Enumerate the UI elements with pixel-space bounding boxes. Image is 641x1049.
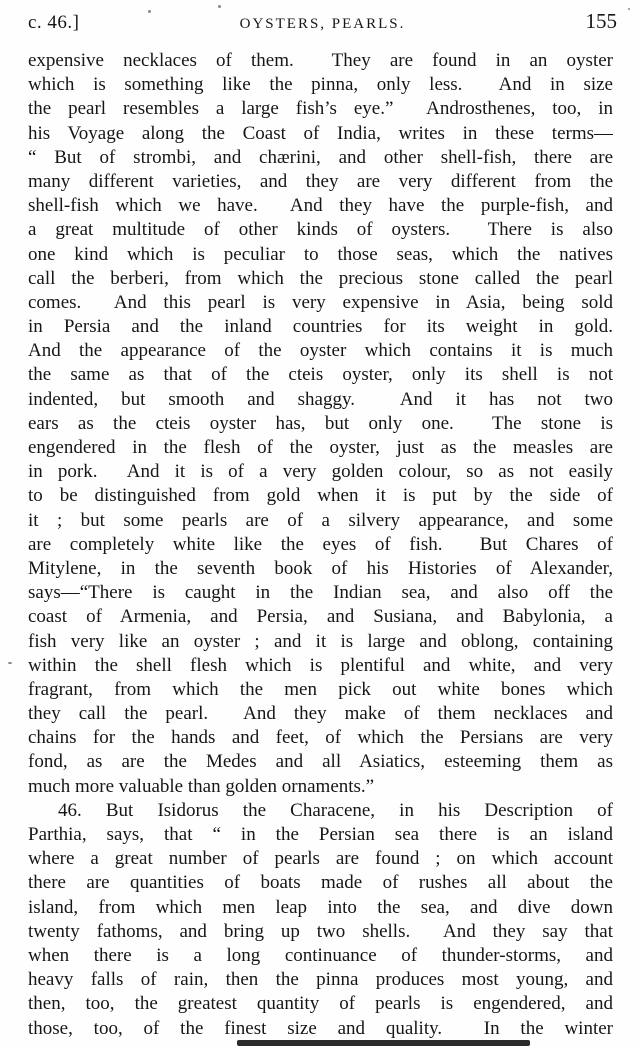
text-line: island, from which men leap into the sea, and dive down: [28, 896, 613, 918]
text-line: the pearl resembles a large fish’s eye.” Androsthenes, too, in: [28, 98, 613, 120]
text-line: there are quantities of boats made of rushes all about the: [28, 872, 613, 894]
text-line: in pork. And it is of a very golden colour, so as not easily: [28, 461, 613, 483]
text-line: in Persia and the inland countries for its weight in gold.: [28, 316, 613, 338]
text-line: to be distinguished from gold when it is put by the side of: [28, 485, 613, 507]
text-line: coast of Armenia, and Persia, and Susiana, and Babylonia, a: [28, 606, 613, 628]
text-line: within the shell flesh which is plentiful and white, and very: [28, 654, 613, 676]
text-line: 46. But Isidorus the Characene, in his Description of: [58, 799, 613, 821]
text-line: indented, but smooth and shaggy. And it has not two: [28, 388, 613, 410]
text-line: heavy falls of rain, then the pinna produces most young, and: [28, 969, 613, 991]
scan-speck: [148, 10, 151, 13]
text-line: when there is a long continuance of thunder-storms, and: [28, 944, 613, 966]
page-number: 155: [585, 9, 617, 33]
text-line: expensive necklaces of them. They are found in an oyster: [28, 50, 613, 71]
scan-speck: [628, 8, 630, 10]
scan-speck: [218, 5, 221, 8]
text-line: Mitylene, in the seventh book of his Histories of Alexander,: [28, 557, 613, 579]
running-title: OYSTERS, PEARLS.: [239, 16, 406, 32]
text-line: where a great number of pearls are found ; on which account: [28, 848, 613, 870]
text-line: engendered in the flesh of the oyster, just as the measles are: [28, 437, 613, 458]
text-line: they call the pearl. And they make of them necklaces and: [28, 703, 613, 725]
text-line: says—“There is caught in the Indian sea, and also off the: [28, 582, 613, 604]
text-line: Parthia, says, that “ in the Persian sea there is an island: [28, 824, 613, 845]
text-line: many different varieties, and they are very different from the: [28, 170, 613, 192]
text-line: fragrant, from which the men pick out white bones which: [28, 678, 613, 700]
text-line: twenty fathoms, and bring up two shells. And they say that: [28, 920, 613, 942]
text-line: chains for the hands and feet, of which the Persians are very: [28, 727, 613, 749]
text-line: much more valuable than golden ornaments.”: [28, 775, 375, 797]
text-line: his Voyage along the Coast of India, writes in these terms—: [28, 122, 613, 144]
text-line: “ But of strombi, and chærini, and other shell-fish, there are: [28, 146, 613, 168]
text-line: fond, as are the Medes and all Asiatics, esteeming them as: [28, 751, 613, 773]
chapter-marker: c. 46.]: [28, 12, 80, 33]
scan-speck: [8, 662, 12, 664]
text-line: a great multitude of other kinds of oysters. There is also: [28, 219, 613, 241]
text-line: the same as that of the cteis oyster, only its shell is not: [28, 364, 613, 386]
text-line: those, too, of the finest size and quality. In the winter: [28, 1017, 613, 1039]
text-line: ears as the cteis oyster has, but only one. The stone is: [28, 412, 613, 434]
text-block: [28, 49, 613, 1041]
text-line: comes. And this pearl is very expensive in Asia, being sold: [28, 291, 613, 313]
text-line: are completely white like the eyes of fish. But Chares of: [28, 533, 613, 555]
text-line: shell-fish which we have. And they have the purple-fish, and: [28, 195, 613, 217]
text-line: then, too, the greatest quantity of pearls is engendered, and: [28, 993, 613, 1015]
text-line: And the appearance of the oyster which contains it is much: [28, 340, 613, 362]
text-line: which is something like the pinna, only less. And in size: [28, 74, 613, 96]
text-line: call the berberi, from which the precious stone called the pearl: [28, 267, 613, 289]
text-line: it ; but some pearls are of a silvery appearance, and some: [28, 509, 613, 531]
scan-artifact-bar: [237, 1040, 530, 1046]
page-header: [28, 9, 617, 34]
text-line: fish very like an oyster ; and it is large and oblong, containing: [28, 630, 613, 652]
text-line: one kind which is peculiar to those seas, which the natives: [28, 243, 613, 265]
